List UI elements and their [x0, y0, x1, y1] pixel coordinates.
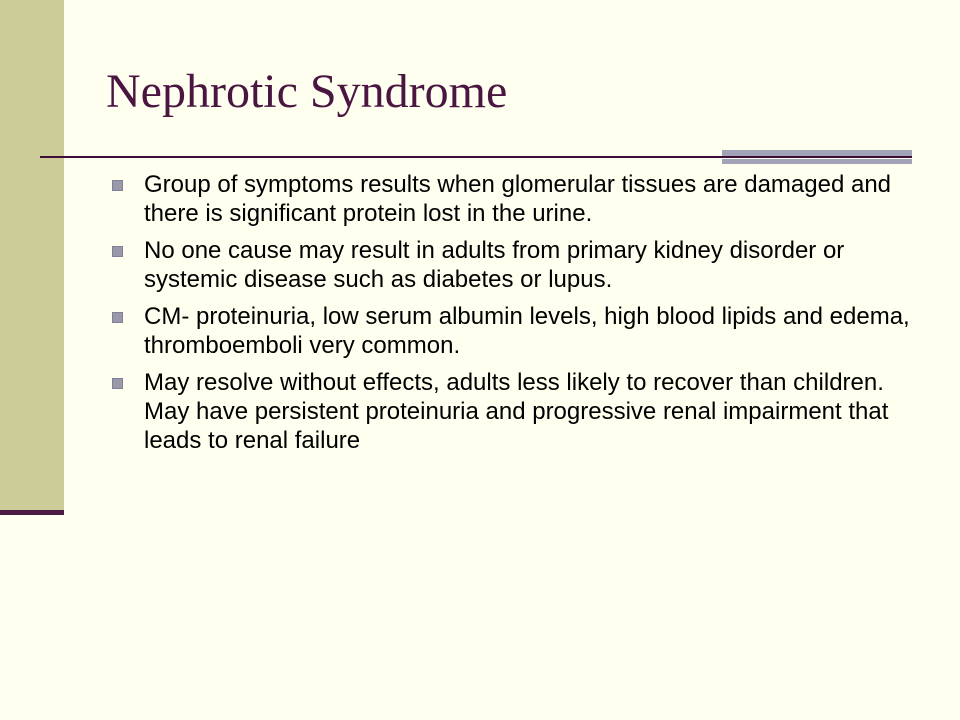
slide-title: Nephrotic Syndrome — [106, 65, 508, 118]
title-divider — [40, 156, 912, 158]
square-bullet-icon — [112, 312, 123, 323]
bullet-list — [112, 170, 912, 463]
square-bullet-icon — [112, 378, 123, 389]
bullet-item — [112, 170, 912, 228]
bullet-item — [112, 368, 912, 455]
bullet-text: No one cause may result in adults from primary kidney disorder or systemic disease such as diabetes or lupus. — [144, 237, 845, 293]
bullet-text: Group of symptoms results when glomerular tissues are damaged and there is significant protein lost in the urine. — [144, 171, 892, 227]
title-rule-gray-bottom — [722, 159, 912, 164]
bullet-text: May resolve without effects, adults less likely to recover than children. May have persistent proteinuria and progressive renal impairment that leads to renal failure — [144, 369, 889, 454]
square-bullet-icon — [112, 180, 123, 191]
bullet-item — [112, 236, 912, 294]
bullet-text: CM- proteinuria, low serum albumin levels, high blood lipids and edema, thromboemboli very common. — [144, 303, 910, 359]
bullet-item — [112, 302, 912, 360]
left-accent-bar — [0, 510, 64, 515]
left-decorative-band — [0, 0, 64, 512]
square-bullet-icon — [112, 246, 123, 257]
